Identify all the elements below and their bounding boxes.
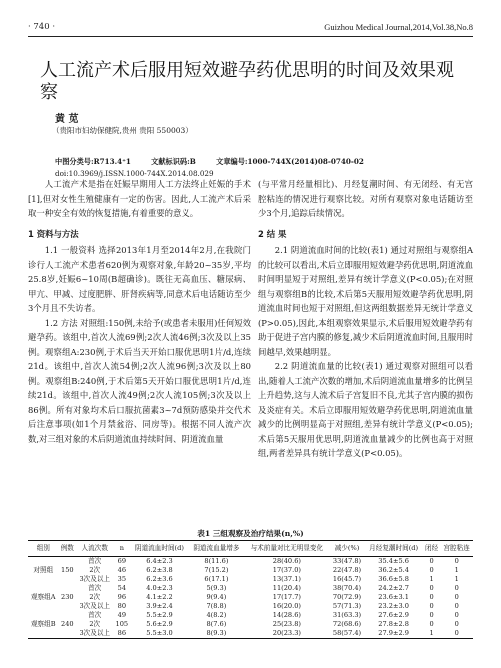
paragraph: 2.1 阴道流血时间的比较(表1) 通过对照组与观察组A的比较可以看出,术后立即服用短效避孕药优思明,阴道流血时间明显短于对照组,差异有统计学意义(P<0.05);在对照组与观察组B的比较,术后第5天服用短效避孕药优思明,阴道流血时间也短于对照组,但这两组数据差异无统计学意义(P>0.05),因此,本组观察效果显示,术后服用短效避孕药有助于促进子宫内膜的修复,减少术后阴道流血时间,且服用时间越早,效果越明显。 [258,245,473,357]
table-row [28,584,473,593]
table-header-cell: 人流次数 [76,541,113,557]
table-cell: 38(70.4) [332,584,362,592]
table-cell: 0 [429,566,434,574]
group-name-cell: 观察组A [31,593,56,601]
table-cell: 5.6±2.9 [146,620,173,628]
table-cell: 2次 [89,593,101,601]
table-cell: 6(17.1) [204,575,229,583]
table-header-cell: n [113,541,130,557]
table-caption: 表1 三组观察及治疗结果(n,%) [197,529,304,538]
table-row [28,575,473,584]
group-count-cell: 230 [61,593,74,601]
journal-citation: Guizhou Medical Journal,2014,Vol.38,No.8 [324,22,473,32]
table-cell: 16(20.0) [272,602,301,610]
table-cell: 17(17.7) [272,593,301,601]
table-cell: 27.9±2.9 [364,629,423,639]
table-header-cell: 宫腔粘连 [440,541,473,557]
table-cell: 27.6±2.9 [378,611,409,619]
table-cell: 54 [117,584,127,592]
table-cell: 36.2±5.4 [378,566,409,574]
table-header-cell: 减少(%) [330,541,365,557]
table-header-cell: 与术前量对比无明显变化 [244,541,330,557]
table-cell: 58(57.4) [330,629,365,639]
paragraph: 1.2 方法 对照组:150例,未给予(或患者未服用)任何短效避孕药。该组中,首次人流69例;2次人流46例;3次及以上35例。观察组A:230例,于术后当天开始口服优思明1片/d,连续21d。该组中,首次人流54例;2次人流96例;3次及以上80例。观察组B:240例,于术后第5天开始口服优思明1片/d,连续21d。该组中,首次人流49例;2次人流105例;3次及以上86例。所有对象均术后口服抗菌素3~7d预防感染并交代术后注意事项(如1个月禁盆浴、同房等)。根据不同人流产次数,对三组对象的术后阴道流血持续时间、阴道流血量 [28,317,251,444]
table-cell: 8(11.6) [204,557,229,565]
table-cell: 31(63.3) [332,611,362,619]
table-cell: 0 [429,557,434,565]
table-cell: 105 [115,620,129,628]
table-cell: 35.4±5.6 [378,557,409,565]
table-cell: 57(71.3) [332,602,362,610]
table-row [28,566,473,575]
table-cell: 13(37.1) [272,575,301,583]
table-cell: 72(68.6) [332,620,362,628]
table-cell: 1 [429,575,434,583]
table-cell: 46 [117,566,127,574]
table-header-cell: 组别 [28,541,59,557]
group-count-cell: 240 [61,620,74,628]
table-cell: 3.9±2.4 [146,602,173,610]
table-header-cell: 阴道流血量增多 [189,541,244,557]
table-cell: 8(7.6) [206,620,227,628]
table-cell: 14(28.6) [272,611,301,619]
table-cell: 33(47.8) [332,557,362,565]
results-table [28,540,473,639]
table-cell: 0 [454,557,459,565]
paragraph: 2.2 阴道流血量的比较(表1) 通过观察对照组可以看出,随着人工流产次数的增加,术后阴道流血量增多的比例呈上升趋势,这与人流术后子宫复旧不良,尤其子宫内膜的损伤及炎症有关。术后立即服用短效避孕药优思明,阴道流血量减少的比例明显高于对照组,差异有统计学意义(P<0.05);术后第5天服用优思明,阴道流血量减少的比例也高于对照组,两者差异具有统计学意义(P<0.05)。 [258,361,473,458]
paragraph: 1.1 一般资料 选择2013年1月至2014年2月,在我院门诊行人工流产术患者620例为观察对象,年龄20~35岁,平均25.8岁,妊娠6~10周(B超确诊)。既往无高血压、糖尿病、甲亢、甲减、过度肥胖、肝肾疾病等,同意术后电话随访至少3个月且不失访者。 [28,245,251,313]
table-cell: 28(40.6) [272,557,301,565]
table-cell: 11(20.4) [272,584,301,592]
table-cell: 23.2±3.0 [378,602,409,610]
table-cell: 69 [117,557,127,565]
right-column [258,177,473,461]
group-name-cell [28,629,59,639]
table-cell: 3次及以上 [79,602,111,610]
group-name-cell [28,602,59,611]
table-cell: 86 [113,629,130,639]
group-name-cell: 对照组 [33,566,54,574]
group-count-cell [59,557,76,567]
doi: doi:10.3969/j.ISSN.1000-744X.2014.08.029 [55,169,214,178]
group-count-cell [59,629,76,639]
table-cell: 96 [117,593,127,601]
table-cell: 3次及以上 [76,629,113,639]
table-header-cell: 闭经 [423,541,440,557]
table-cell: 16(45.7) [332,575,362,583]
group-count-cell [59,575,76,584]
table-cell: 6.4±2.3 [146,557,173,565]
article-title: 人工流产术后服用短效避孕药优思明的时间及效果观察 [40,60,454,103]
table-cell: 6.2±3.8 [146,566,173,574]
affiliation: （贵阳市妇幼保健院,贵州 贵阳 550003） [52,126,193,135]
paragraph: 人工流产术是指在妊娠早期用人工方法终止妊娠的手术[1],但对女性生殖健康有一定的伤害。因此,人工流产术后采取一种安全有效的恢复措施,有着重要的意义。 [28,179,251,218]
table-cell: 35 [117,575,127,583]
table-cell: 5.5±2.9 [146,611,173,619]
table-cell: 17(37.0) [272,566,301,574]
table-cell: 2次 [89,620,101,628]
group-count-cell [59,611,76,620]
table-cell: 1 [423,629,440,639]
table-cell: 36.6±5.8 [378,575,409,583]
left-column [28,177,251,446]
table-row [28,593,473,602]
table-cell: 1 [454,566,459,574]
table-cell: 0 [454,602,459,610]
table-row [28,629,473,639]
table-cell: 0 [454,584,459,592]
table-cell: 1 [454,575,459,583]
table-row [28,620,473,629]
table-cell: 4(8.2) [206,611,227,619]
table-header-row [28,541,473,557]
table-header-cell: 月经复潮时间(d) [364,541,423,557]
table-cell: 70(72.9) [332,593,362,601]
table-cell: 首次 [88,584,102,592]
group-name-cell [28,611,59,620]
group-count-cell [59,602,76,611]
table-cell: 80 [117,602,127,610]
table-cell: 0 [429,584,434,592]
table-cell: 24.2±2.7 [378,584,409,592]
section-heading: 1 资料与方法 [28,228,79,239]
section-heading: 2 结 果 [258,228,287,239]
meta-line-1 [55,156,364,168]
group-name-cell [28,557,59,567]
classification-number: 中图分类号:R713.4⁺1 [55,157,131,166]
article-number: 文章编号:1000-744X(2014)08-0740-02 [216,157,364,166]
table-cell: 6.2±3.6 [146,575,173,583]
table-cell: 0 [429,602,434,610]
group-name-cell [28,575,59,584]
table-cell: 9(9.4) [206,593,227,601]
table-cell: 0 [454,593,459,601]
table-row [28,557,473,567]
page-number: · 740 · [28,22,56,32]
table-cell: 49 [117,611,127,619]
group-count-cell: 150 [61,566,74,574]
table-cell: 首次 [88,611,102,619]
table-cell: 0 [454,611,459,619]
paragraph: (与平常月经量相比)、月经复潮时间、有无闭经、有无宫腔粘连的情况进行观察比较。对所有观察对象电话随访至少3个月,追踪后续情况。 [258,179,473,218]
table-cell: 22(47.8) [332,566,362,574]
table-row [28,602,473,611]
group-name-cell [28,584,59,593]
document-code: 文献标识码:B [151,157,196,166]
table-cell: 5.5±3.0 [130,629,189,639]
table-cell: 2次 [89,566,101,574]
table-cell: 27.8±2.8 [378,620,409,628]
running-header [28,22,473,37]
table-cell: 23.6±3.1 [378,593,409,601]
group-name-cell: 观察组B [30,620,56,628]
author: 黄 苋 [55,114,79,125]
table-cell: 25(23.8) [272,620,301,628]
table-cell: 0 [429,593,434,601]
group-count-cell [59,584,76,593]
table-cell: 0 [429,620,434,628]
table-cell: 7(8.8) [206,602,227,610]
table-cell: 4.0±2.3 [146,584,173,592]
table-cell: 0 [429,611,434,619]
table-cell: 8(9.3) [189,629,244,639]
table-cell: 0 [454,620,459,628]
table-cell: 3次及以上 [79,575,111,583]
table-cell: 5(9.3) [206,584,227,592]
table-cell: 首次 [88,557,102,565]
table-cell: 7(15.2) [204,566,229,574]
table-cell: 20(23.3) [244,629,330,639]
table-cell: 0 [440,629,473,639]
table-header-cell: 阴道流血时间(d) [130,541,189,557]
table-row [28,611,473,620]
table-header-cell: 例数 [59,541,76,557]
table-cell: 4.1±2.2 [146,593,173,601]
